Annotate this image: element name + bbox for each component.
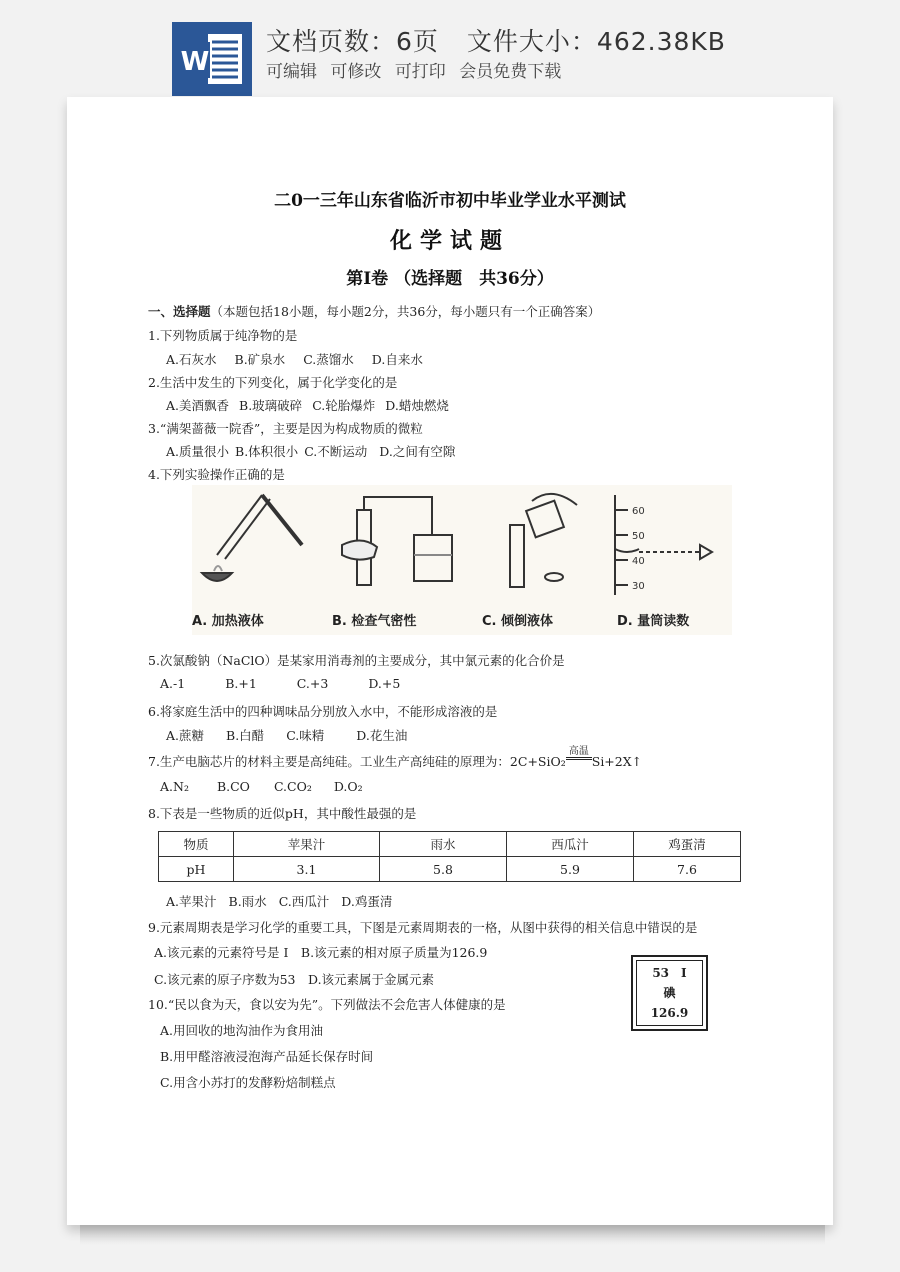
question-10-option-c: C.用含小苏打的发酵粉焙制糕点 bbox=[160, 1075, 336, 1090]
question-5: 5.次氯酸钠（NaClO）是某家用消毒剂的主要成分，其中氯元素的化合价是 bbox=[148, 653, 565, 668]
question-1-options bbox=[166, 350, 441, 368]
element-mass: 126.9 bbox=[650, 1006, 689, 1020]
scale-60: 60 bbox=[632, 506, 645, 517]
option: B.雨水 bbox=[228, 894, 267, 909]
fig-label-b: B. 检查气密性 bbox=[332, 614, 417, 629]
lab-operations-figure bbox=[192, 485, 732, 635]
section-title: 第Ⅰ卷 （选择题 共36分） bbox=[346, 269, 554, 289]
fig-label-c: C. 倾倒液体 bbox=[482, 614, 554, 629]
question-6: 6.将家庭生活中的四种调味品分别放入水中，不能形成溶液的是 bbox=[148, 704, 498, 719]
question-7-options bbox=[160, 779, 381, 794]
part-heading-line bbox=[148, 302, 600, 320]
option: B.矿泉水 bbox=[234, 352, 286, 367]
ph-table bbox=[158, 831, 741, 882]
option: D.鸡蛋清 bbox=[341, 894, 393, 909]
fig-label-a: A. 加热液体 bbox=[192, 614, 264, 629]
table-cell: 雨水 bbox=[380, 832, 507, 857]
question-7-tail: Si+2X↑ bbox=[591, 754, 643, 769]
word-document-icon bbox=[172, 22, 252, 96]
table-cell: 3.1 bbox=[234, 857, 380, 882]
option: A.N₂ bbox=[160, 779, 189, 794]
feature-member-download[interactable]: 会员免费下载 bbox=[459, 62, 562, 82]
option: A.蔗糖 bbox=[166, 728, 205, 743]
question-8-options bbox=[166, 892, 410, 910]
table-cell: 物质 bbox=[159, 832, 234, 857]
question-2: 2.生活中发生的下列变化，属于化学变化的是 bbox=[148, 375, 398, 390]
feature-printable: 可打印 bbox=[394, 62, 446, 82]
page-count: 文档页数：6页 bbox=[266, 27, 439, 56]
exam-title: 二0一三年山东省临沂市初中毕业学业水平测试 bbox=[274, 191, 626, 211]
doc-info-line bbox=[266, 22, 726, 58]
option: C.蒸馏水 bbox=[303, 352, 354, 367]
option: B.白醋 bbox=[226, 728, 265, 743]
question-3-options bbox=[166, 442, 473, 460]
question-8: 8.下表是一些物质的近似pH，其中酸性最强的是 bbox=[148, 806, 417, 821]
question-10-option-b: B.用甲醛溶液浸泡海产品延长保存时间 bbox=[160, 1049, 374, 1064]
feature-editable: 可编辑 bbox=[266, 62, 317, 82]
option: B.体积很小 bbox=[235, 444, 299, 459]
question-10-option-a: A.用回收的地沟油作为食用油 bbox=[160, 1023, 324, 1038]
option: A.美酒飘香 bbox=[166, 398, 230, 413]
paper-shadow bbox=[80, 1225, 825, 1245]
option: D.蜡烛燃烧 bbox=[385, 398, 449, 413]
option: D.O₂ bbox=[333, 779, 363, 794]
table-cell: 西瓜汁 bbox=[507, 832, 634, 857]
question-5-options bbox=[160, 676, 418, 691]
part-note: （本题包括18小题，每小题2分，共36分，每小题只有一个正确答案） bbox=[210, 304, 601, 319]
scale-30: 30 bbox=[632, 581, 645, 592]
option: B.+1 bbox=[225, 676, 257, 691]
reaction-condition: 高温 bbox=[566, 746, 592, 760]
table-cell: 7.6 bbox=[634, 857, 741, 882]
table-cell: 5.8 bbox=[380, 857, 507, 882]
file-size: 文件大小：462.38KB bbox=[466, 27, 726, 56]
question-3: 3.“满架蔷薇一院香”，主要是因为构成物质的微粒 bbox=[148, 421, 423, 436]
element-number-symbol: 53 I bbox=[652, 966, 687, 980]
option: A.质量很小 bbox=[166, 444, 230, 459]
scale-40: 40 bbox=[632, 556, 645, 567]
question-7 bbox=[148, 746, 643, 770]
option: C.味精 bbox=[286, 728, 325, 743]
element-name: 碘 bbox=[663, 986, 676, 1000]
question-10: 10.“民以食为天，食以安为先”。下列做法不会危害人体健康的是 bbox=[148, 997, 506, 1012]
table-row bbox=[159, 857, 741, 882]
question-6-options bbox=[166, 726, 425, 744]
option: C.+3 bbox=[296, 676, 329, 691]
option: B.玻璃破碎 bbox=[239, 398, 303, 413]
option: A.苹果汁 bbox=[166, 894, 217, 909]
option: C.CO₂ bbox=[273, 779, 312, 794]
question-1: 1.下列物质属于纯净物的是 bbox=[148, 328, 298, 343]
option: A.石灰水 bbox=[166, 352, 217, 367]
table-cell: 苹果汁 bbox=[234, 832, 380, 857]
subject-title: 化学试题 bbox=[389, 228, 510, 254]
question-4: 4.下列实验操作正确的是 bbox=[148, 467, 285, 482]
option: C.西瓜汁 bbox=[278, 894, 330, 909]
question-9-options-cd: C.该元素的原子序数为53 D.该元素属于金属元素 bbox=[154, 972, 435, 987]
option: C.不断运动 bbox=[304, 444, 368, 459]
option: D.花生油 bbox=[356, 728, 408, 743]
option: D.自来水 bbox=[371, 352, 423, 367]
question-2-options bbox=[166, 396, 467, 414]
option: A.-1 bbox=[160, 676, 186, 691]
download-banner bbox=[0, 0, 900, 96]
question-9-options-ab: A.该元素的元素符号是 I B.该元素的相对原子质量为126.9 bbox=[154, 945, 488, 960]
option: D.之间有空隙 bbox=[379, 444, 456, 459]
scale-50: 50 bbox=[632, 531, 645, 542]
table-cell: 5.9 bbox=[507, 857, 634, 882]
table-cell: 鸡蛋清 bbox=[634, 832, 741, 857]
table-cell: pH bbox=[159, 857, 234, 882]
table-row bbox=[159, 832, 741, 857]
feature-modifiable: 可修改 bbox=[330, 62, 382, 82]
option: C.轮胎爆炸 bbox=[312, 398, 376, 413]
question-7-text: 7.生产电脑芯片的材料主要是高纯硅。工业生产高纯硅的原理为：2C+SiO₂ bbox=[148, 754, 566, 769]
fig-label-d: D. 量筒读数 bbox=[617, 614, 690, 629]
question-9: 9.元素周期表是学习化学的重要工具，下图是元素周期表的一格，从图中获得的相关信息中错误的是 bbox=[148, 920, 698, 935]
svg-text:W: W bbox=[180, 47, 210, 77]
option: B.CO bbox=[216, 779, 250, 794]
feature-line bbox=[266, 57, 569, 82]
option: D.+5 bbox=[368, 676, 401, 691]
part-heading: 一、选择题 bbox=[148, 304, 211, 319]
periodic-table-cell bbox=[631, 955, 708, 1031]
